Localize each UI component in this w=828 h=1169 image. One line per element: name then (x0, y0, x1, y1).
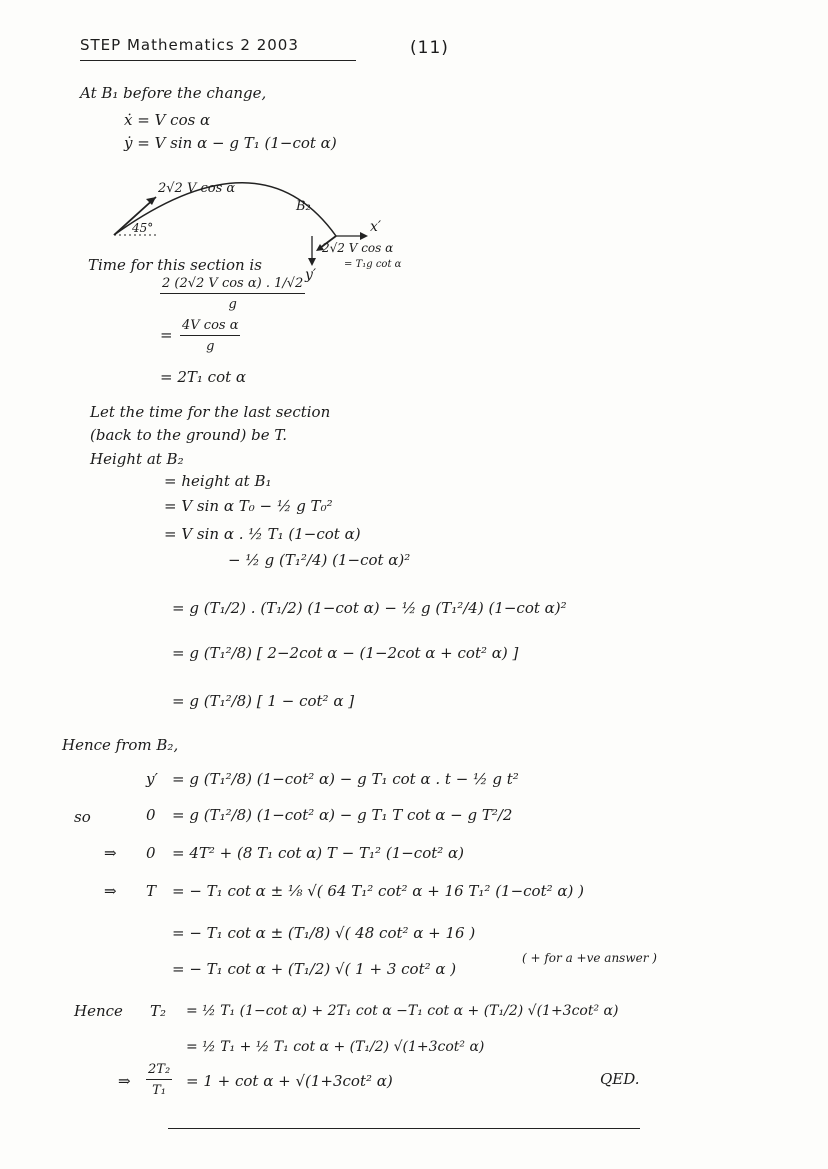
hence-intro: Hence from B₂, (62, 736, 179, 754)
final-rhs: = 1 + cot α + √(1+3cot² α) (186, 1072, 393, 1090)
question-number: (11) (410, 38, 449, 58)
fraction-numerator: 2T₂ (146, 1062, 172, 1080)
qed-mark: QED. (600, 1070, 640, 1088)
ydot-equation: ẏ = V sin α − g T₁ (1−cot α) (124, 134, 337, 152)
yprime-rhs: = g (T₁²/8) (1−cot² α) − g T₁ cot α . t − ½ g t² (172, 770, 519, 788)
launch-speed-label: 2√2 V cos α (158, 181, 236, 196)
before-change-intro: At B₁ before the change, (80, 84, 267, 102)
section-time-intro: Time for this section is (88, 256, 262, 274)
yprime-lhs: y′ (146, 770, 158, 788)
fraction-numerator: 4V cos α (180, 318, 240, 336)
t-rhs-2: = − T₁ cot α ± (T₁/8) √( 48 cot² α + 16 ) (172, 924, 476, 942)
height-line-7: = g (T₁²/8) [ 1 − cot² α ] (172, 692, 355, 710)
fraction-denominator: g (206, 339, 215, 354)
height-line-1: = height at B₁ (164, 472, 272, 490)
zero-rhs: = g (T₁²/8) (1−cot² α) − g T₁ T cot α − g T²/2 (172, 806, 513, 824)
yprime-label: y′ (305, 267, 317, 283)
conclusion-label: Hence (74, 1002, 123, 1020)
height-line-5: = g (T₁/2) . (T₁/2) (1−cot α) − ½ g (T₁²/4) (1−cot α)² (172, 599, 567, 617)
quad-rhs: = 4T² + (8 T₁ cot α) T − T₁² (1−cot² α) (172, 844, 465, 862)
so-label: so (74, 808, 91, 826)
t-rhs-3: = − T₁ cot α + (T₁/2) √( 1 + 3 cot² α ) (172, 960, 457, 978)
quad-lhs: 0 (146, 844, 156, 862)
height-line-6: = g (T₁²/8) [ 2−2cot α − (1−2cot α + cot² α) ] (172, 644, 519, 662)
b2-label: B₂ (296, 199, 311, 214)
exit-speed-note: = T₁g cot α (344, 259, 402, 270)
sign-note: ( + for a +ve answer ) (522, 951, 657, 965)
last-section-line-1: Let the time for the last section (90, 403, 331, 421)
xdot-equation: ẋ = V cos α (124, 111, 211, 129)
t2-lhs: T₂ (150, 1002, 167, 1020)
xprime-label: x′ (370, 219, 382, 235)
fraction-denominator: g (228, 297, 237, 312)
t-rhs-1: = − T₁ cot α ± ⅛ √( 64 T₁² cot² α + 16 T₁² (1−cot² α) ) (172, 882, 584, 900)
height-line-3: = V sin α . ½ T₁ (1−cot α) (164, 525, 361, 543)
section-time-fraction-2 (180, 318, 240, 354)
t-lhs: T (146, 882, 157, 900)
t2-line-2: = ½ T₁ + ½ T₁ cot α + (T₁/2) √(1+3cot² α) (186, 1039, 485, 1055)
bottom-rule (168, 1128, 640, 1129)
height-line-4: − ½ g (T₁²/4) (1−cot α)² (228, 551, 411, 569)
page-title: STEP Mathematics 2 2003 (80, 36, 299, 54)
final-lhs-fraction (146, 1062, 172, 1098)
fraction-numerator: 2 (2√2 V cos α) . 1/√2 (160, 276, 305, 294)
implies-arrow: ⇒ (104, 882, 117, 900)
height-line-2: = V sin α T₀ − ½ g T₀² (164, 497, 333, 515)
t2-line-1: = ½ T₁ (1−cot α) + 2T₁ cot α −T₁ cot α + (T₁/2) √(1+3cot² α) (186, 1003, 619, 1019)
exit-speed-label: 2√2 V cos α (322, 241, 394, 255)
fraction-denominator: T₁ (152, 1083, 167, 1098)
last-section-line-3: Height at B₂ (90, 450, 184, 468)
zero-lhs: 0 (146, 806, 156, 824)
implies-arrow: ⇒ (104, 844, 117, 862)
launch-angle-label: 45° (132, 221, 154, 235)
last-section-line-2: (back to the ground) be T. (90, 426, 287, 444)
section-time-result: = 2T₁ cot α (160, 368, 247, 386)
section-time-fraction-1 (160, 276, 305, 312)
implies-arrow: ⇒ (118, 1072, 131, 1090)
equals-sign: = (160, 326, 173, 344)
